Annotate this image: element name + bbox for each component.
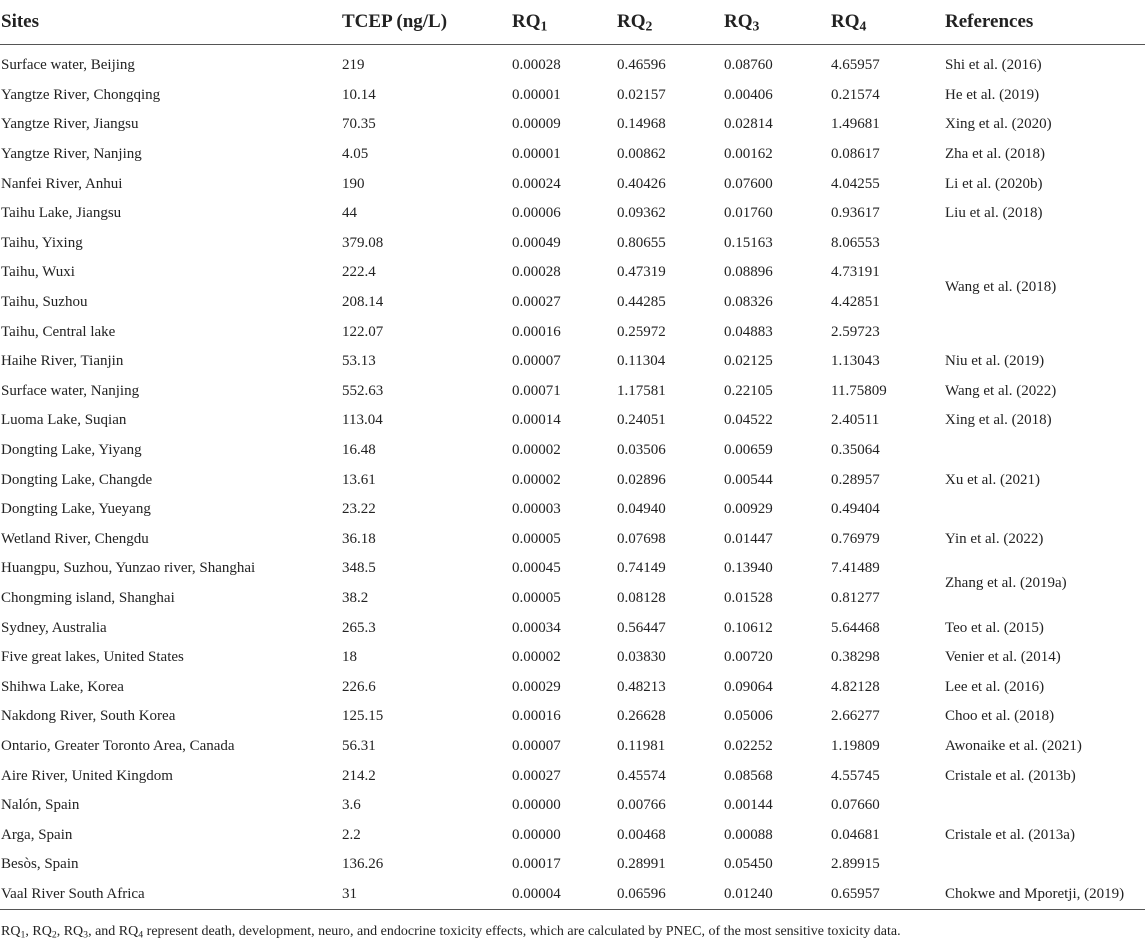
cell-rq4: 0.04681 <box>831 826 880 843</box>
cell-reference: He et al. (2019) <box>945 86 1040 103</box>
cell-site: Yangtze River, Jiangsu <box>1 116 139 133</box>
cell-rq1: 0.00009 <box>512 116 561 133</box>
cell-tcep: 36.18 <box>342 530 376 547</box>
cell-tcep: 379.08 <box>342 234 384 251</box>
cell-site: Wetland River, Chengdu <box>1 530 149 547</box>
cell-rq2: 0.00468 <box>617 826 666 843</box>
cell-reference: Lee et al. (2016) <box>945 678 1045 695</box>
cell-rq3: 0.02814 <box>724 116 773 133</box>
cell-rq3: 0.08760 <box>724 57 773 74</box>
cell-rq1: 0.00024 <box>512 175 561 192</box>
cell-rq4: 0.08617 <box>831 146 880 163</box>
cell-site: Ontario, Greater Toronto Area, Canada <box>1 737 235 754</box>
cell-reference: Zha et al. (2018) <box>945 146 1045 163</box>
cell-site: Aire River, United Kingdom <box>1 767 173 784</box>
cell-rq2: 0.47319 <box>617 264 666 281</box>
cell-site: Luoma Lake, Suqian <box>1 412 127 429</box>
cell-rq2: 0.46596 <box>617 57 666 74</box>
cell-tcep: 136.26 <box>342 856 384 873</box>
table-footnote: $RQ_1$, $RQ_2$, $RQ_3$, and $RQ_4$ represent death, development, neuro, and endocrine toxicity effects, which are calculated by PNEC, of the most sensitive toxicity data. <box>1 924 901 941</box>
cell-rq2: 0.09362 <box>617 205 666 222</box>
header-references: References <box>944 0 1145 45</box>
table-row <box>0 613 1145 643</box>
cell-rq1: 0.00045 <box>512 560 561 577</box>
cell-site: Five great lakes, United States <box>1 649 184 666</box>
cell-rq2: 0.24051 <box>617 412 666 429</box>
cell-rq3: 0.04522 <box>724 412 773 429</box>
cell-rq2: 0.03830 <box>617 649 666 666</box>
cell-rq1: 0.00006 <box>512 205 561 222</box>
cell-site: Besòs, Spain <box>1 856 79 873</box>
header-rq4: $RQ_4$ <box>830 0 944 45</box>
cell-rq1: 0.00001 <box>512 86 561 103</box>
table-row <box>0 199 1145 229</box>
cell-reference: Venier et al. (2014) <box>945 649 1061 666</box>
header-row <box>0 0 1145 45</box>
cell-rq4: 4.55745 <box>831 767 880 784</box>
cell-rq3: 0.10612 <box>724 619 773 636</box>
cell-reference: Liu et al. (2018) <box>945 205 1043 222</box>
header-tcep: TCEP (ng/L) <box>341 0 511 45</box>
cell-rq3: 0.05006 <box>724 708 773 725</box>
cell-rq2: 0.40426 <box>617 175 666 192</box>
cell-rq3: 0.01240 <box>723 880 830 910</box>
cell-rq1: 0.00034 <box>512 619 561 636</box>
cell-tcep: 190 <box>342 175 365 192</box>
cell-site: Taihu, Central lake <box>1 323 116 340</box>
cell-rq2: 0.14968 <box>617 116 666 133</box>
cell-rq4: 0.76979 <box>831 530 880 547</box>
header-rq1: $RQ_1$ <box>511 0 616 45</box>
cell-reference: Shi et al. (2016) <box>945 57 1042 74</box>
cell-rq3: 0.02125 <box>724 353 773 370</box>
cell-rq4: 4.42851 <box>831 294 880 311</box>
cell-tcep: 13.61 <box>342 471 376 488</box>
cell-rq1: 0.00000 <box>512 826 561 843</box>
cell-tcep: 31 <box>341 880 511 910</box>
cell-reference: Cristale et al. (2013a) <box>945 826 1075 843</box>
cell-rq4: 5.64468 <box>831 619 880 636</box>
cell-rq4: 7.41489 <box>831 560 880 577</box>
cell-tcep: 214.2 <box>342 767 376 784</box>
cell-rq2: 0.00862 <box>617 146 666 163</box>
cell-rq4: 0.07660 <box>831 797 880 814</box>
cell-rq4: 8.06553 <box>831 234 880 251</box>
cell-site: Dongting Lake, Yiyang <box>1 442 142 459</box>
table-row <box>0 702 1145 732</box>
table-row <box>0 81 1145 111</box>
cell-site: Arga, Spain <box>1 826 73 843</box>
cell-reference: Xing et al. (2018) <box>945 412 1052 429</box>
cell-site: Dongting Lake, Changde <box>1 471 153 488</box>
cell-rq2: 0.74149 <box>617 560 666 577</box>
table-row <box>0 45 1145 81</box>
header-sites: Sites <box>0 0 341 45</box>
cell-rq3: 0.08326 <box>724 294 773 311</box>
cell-rq3: 0.01447 <box>724 530 773 547</box>
cell-site: Taihu, Yixing <box>1 234 83 251</box>
cell-reference: Xing et al. (2020) <box>945 116 1052 133</box>
cell-rq4: 0.65957 <box>830 880 944 910</box>
cell-tcep: 10.14 <box>342 86 376 103</box>
cell-rq2: 0.80655 <box>617 234 666 251</box>
cell-rq1: 0.00004 <box>511 880 616 910</box>
cell-rq2: 0.02157 <box>617 86 666 103</box>
header-rq3: $RQ_3$ <box>723 0 830 45</box>
table-row <box>0 169 1145 199</box>
cell-rq1: 0.00002 <box>512 471 561 488</box>
cell-rq1: 0.00000 <box>512 797 561 814</box>
cell-site: Taihu, Suzhou <box>1 294 88 311</box>
cell-rq2: 0.44285 <box>617 294 666 311</box>
cell-rq1: 0.00028 <box>512 57 561 74</box>
cell-rq2: 0.11981 <box>617 737 666 754</box>
cell-rq2: 0.08128 <box>617 589 666 606</box>
table-body <box>0 45 1145 910</box>
cell-rq3: 0.00929 <box>724 501 773 518</box>
cell-rq2: 0.11304 <box>617 353 666 370</box>
cell-reference: Xu et al. (2021) <box>945 471 1040 488</box>
cell-rq1: 0.00005 <box>512 530 561 547</box>
cell-site: Nanfei River, Anhui <box>1 175 123 192</box>
cell-tcep: 208.14 <box>342 294 384 311</box>
cell-rq2: 0.48213 <box>617 678 666 695</box>
cell-rq2: 0.45574 <box>617 767 666 784</box>
cell-rq4: 4.82128 <box>831 678 880 695</box>
cell-rq3: 0.05450 <box>724 856 773 873</box>
table-row <box>0 732 1145 762</box>
cell-rq2: 0.06596 <box>616 880 723 910</box>
cell-site: Yangtze River, Chongqing <box>1 86 161 103</box>
table-row <box>0 672 1145 702</box>
table-row <box>0 110 1145 140</box>
cell-rq3: 0.15163 <box>724 234 773 251</box>
cell-rq3: 0.02252 <box>724 737 773 754</box>
cell-rq2: 0.03506 <box>617 442 666 459</box>
cell-rq4: 4.04255 <box>831 175 880 192</box>
cell-rq2: 0.25972 <box>617 323 666 340</box>
cell-rq1: 0.00027 <box>512 294 561 311</box>
cell-tcep: 2.2 <box>342 826 361 843</box>
cell-reference: Niu et al. (2019) <box>945 353 1045 370</box>
cell-rq4: 2.59723 <box>831 323 880 340</box>
cell-rq4: 0.81277 <box>831 589 880 606</box>
cell-rq4: 0.93617 <box>831 205 880 222</box>
cell-rq1: 0.00005 <box>512 589 561 606</box>
cell-rq4: 4.65957 <box>831 57 880 74</box>
cell-rq1: 0.00016 <box>512 708 561 725</box>
cell-rq3: 0.00544 <box>724 471 773 488</box>
cell-site: Yangtze River, Nanjing <box>1 146 142 163</box>
cell-rq4: 2.89915 <box>831 856 880 873</box>
cell-rq4: 0.38298 <box>831 649 880 666</box>
cell-rq1: 0.00027 <box>512 767 561 784</box>
cell-rq2: 0.00766 <box>617 797 666 814</box>
cell-rq1: 0.00016 <box>512 323 561 340</box>
cell-rq3: 0.00720 <box>724 649 773 666</box>
cell-reference: Yin et al. (2022) <box>945 530 1044 547</box>
cell-site: Chongming island, Shanghai <box>1 589 175 606</box>
cell-tcep: 3.6 <box>342 797 361 814</box>
cell-rq3: 0.09064 <box>724 678 773 695</box>
cell-rq4: 0.49404 <box>831 501 880 518</box>
cell-rq1: 0.00017 <box>512 856 561 873</box>
cell-tcep: 226.6 <box>342 678 376 695</box>
cell-rq3: 0.00406 <box>724 86 773 103</box>
cell-rq3: 0.07600 <box>724 175 773 192</box>
cell-tcep: 125.15 <box>342 708 384 725</box>
cell-tcep: 53.13 <box>342 353 376 370</box>
cell-tcep: 348.5 <box>342 560 376 577</box>
cell-rq2: 0.07698 <box>617 530 666 547</box>
cell-rq3: 0.04883 <box>724 323 773 340</box>
cell-rq4: 1.49681 <box>831 116 880 133</box>
table-row <box>0 761 1145 791</box>
cell-site: Surface water, Nanjing <box>1 382 140 399</box>
cell-site: Vaal River South Africa <box>0 880 341 910</box>
cell-tcep: 38.2 <box>342 589 369 606</box>
cell-rq3: 0.01760 <box>724 205 773 222</box>
cell-rq3: 0.08896 <box>724 264 773 281</box>
cell-site: Huangpu, Suzhou, Yunzao river, Shanghai <box>1 560 256 577</box>
table-row <box>0 406 1145 436</box>
cell-rq1: 0.00029 <box>512 678 561 695</box>
cell-tcep: 552.63 <box>342 382 384 399</box>
table-row <box>0 377 1145 407</box>
cell-reference: Teo et al. (2015) <box>945 619 1044 636</box>
cell-rq1: 0.00002 <box>512 442 561 459</box>
cell-reference: Wang et al. (2022) <box>945 382 1057 399</box>
cell-rq2: 0.56447 <box>617 619 666 636</box>
cell-site: Taihu Lake, Jiangsu <box>1 205 122 222</box>
cell-tcep: 44 <box>342 205 357 222</box>
header-rq2: $RQ_2$ <box>616 0 723 45</box>
cell-reference: Awonaike et al. (2021) <box>945 737 1082 754</box>
cell-tcep: 16.48 <box>342 442 376 459</box>
cell-site: Shihwa Lake, Korea <box>1 678 124 695</box>
cell-site: Surface water, Beijing <box>1 57 135 74</box>
cell-rq4: 1.19809 <box>831 737 880 754</box>
table-row <box>0 791 1145 821</box>
cell-rq2: 0.02896 <box>617 471 666 488</box>
cell-rq3: 0.00659 <box>724 442 773 459</box>
cell-tcep: 23.22 <box>342 501 376 518</box>
cell-tcep: 56.31 <box>342 737 376 754</box>
table-row <box>0 140 1145 170</box>
cell-site: Nalón, Spain <box>1 797 80 814</box>
cell-tcep: 122.07 <box>342 323 384 340</box>
cell-rq4: 11.75809 <box>831 382 887 399</box>
cell-reference: Cristale et al. (2013b) <box>945 767 1076 784</box>
table-row <box>0 347 1145 377</box>
cell-rq3: 0.22105 <box>724 382 773 399</box>
cell-site: Nakdong River, South Korea <box>1 708 176 725</box>
cell-rq3: 0.00162 <box>724 146 773 163</box>
cell-rq4: 0.28957 <box>831 471 880 488</box>
table-row <box>0 554 1145 584</box>
cell-rq4: 2.66277 <box>831 708 880 725</box>
cell-rq3: 0.13940 <box>724 560 773 577</box>
cell-tcep: 4.05 <box>342 146 369 163</box>
cell-tcep: 222.4 <box>342 264 376 281</box>
cell-reference: Wang et al. (2018) <box>945 279 1057 296</box>
cell-site: Haihe River, Tianjin <box>1 353 124 370</box>
cell-rq4: 0.35064 <box>831 442 880 459</box>
table-row <box>0 880 1145 910</box>
cell-rq2: 1.17581 <box>617 382 666 399</box>
table-row <box>0 525 1145 555</box>
cell-rq2: 0.28991 <box>617 856 666 873</box>
cell-reference: Li et al. (2020b) <box>945 175 1043 192</box>
cell-reference: Choo et al. (2018) <box>945 708 1055 725</box>
cell-rq1: 0.00001 <box>512 146 561 163</box>
cell-rq4: 1.13043 <box>831 353 880 370</box>
cell-tcep: 265.3 <box>342 619 376 636</box>
table-row <box>0 229 1145 259</box>
cell-tcep: 18 <box>342 649 357 666</box>
cell-rq4: 0.21574 <box>831 86 880 103</box>
cell-rq4: 4.73191 <box>831 264 880 281</box>
cell-rq3: 0.00088 <box>724 826 773 843</box>
table-row <box>0 643 1145 673</box>
cell-site: Dongting Lake, Yueyang <box>1 501 151 518</box>
cell-site: Taihu, Wuxi <box>1 264 75 281</box>
cell-rq2: 0.04940 <box>617 501 666 518</box>
cell-rq1: 0.00007 <box>512 353 561 370</box>
cell-rq4: 2.40511 <box>831 412 880 429</box>
cell-rq1: 0.00028 <box>512 264 561 281</box>
table-row <box>0 436 1145 466</box>
cell-rq3: 0.00144 <box>724 797 773 814</box>
cell-rq2: 0.26628 <box>617 708 666 725</box>
cell-rq1: 0.00002 <box>512 649 561 666</box>
cell-rq3: 0.01528 <box>724 589 773 606</box>
cell-rq1: 0.00014 <box>512 412 561 429</box>
cell-rq1: 0.00071 <box>512 382 561 399</box>
cell-rq1: 0.00007 <box>512 737 561 754</box>
cell-reference: Zhang et al. (2019a) <box>945 575 1067 592</box>
cell-rq3: 0.08568 <box>724 767 773 784</box>
cell-rq1: 0.00003 <box>512 501 561 518</box>
cell-rq1: 0.00049 <box>512 234 561 251</box>
cell-tcep: 113.04 <box>342 412 383 429</box>
cell-reference: Chokwe and Mporetji, (2019) <box>944 880 1145 910</box>
cell-tcep: 219 <box>342 57 365 74</box>
cell-site: Sydney, Australia <box>1 619 107 636</box>
cell-tcep: 70.35 <box>342 116 376 133</box>
